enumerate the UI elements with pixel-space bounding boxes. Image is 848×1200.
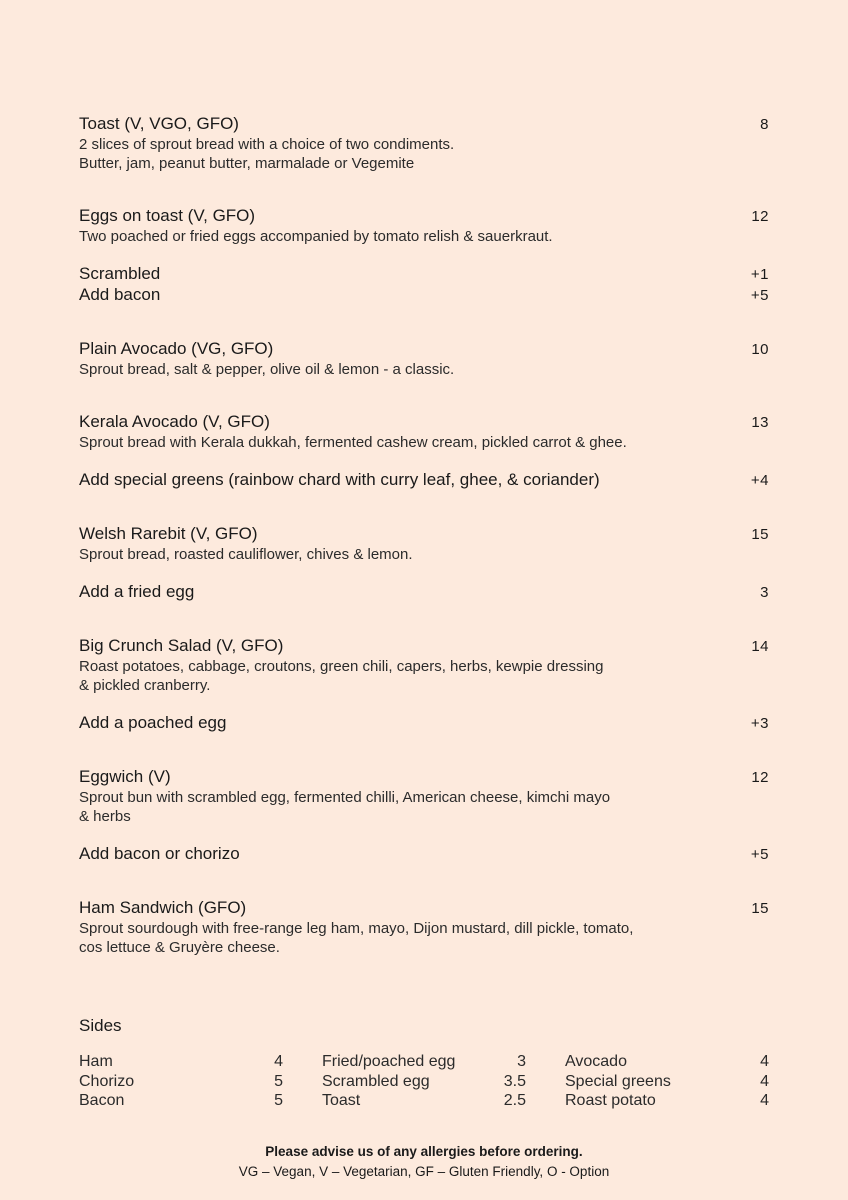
- description-line: Two poached or fried eggs accompanied by tomato relish & sauerkraut.: [79, 228, 553, 245]
- sides-column: [322, 1052, 526, 1111]
- side-item-price: 4: [760, 1072, 769, 1090]
- addon-name: Add bacon or chorizo: [79, 844, 240, 863]
- menu-item-header: [79, 524, 769, 545]
- menu-item: [79, 898, 769, 957]
- description-line: Butter, jam, peanut butter, marmalade or Vegemite: [79, 155, 415, 172]
- menu-item-addons: [79, 264, 769, 306]
- menu-item-name: Ham Sandwich (GFO): [79, 898, 247, 917]
- footer: [0, 1142, 848, 1182]
- side-item: [79, 1091, 283, 1111]
- sides-column: [565, 1052, 769, 1111]
- menu-item-header: [79, 898, 769, 919]
- description-line: & pickled cranberry.: [79, 677, 211, 694]
- side-item-price: 4: [760, 1092, 769, 1109]
- menu-item-description: [79, 135, 719, 173]
- menu-item-description: [79, 227, 719, 246]
- side-item-price: 4: [274, 1053, 283, 1070]
- side-item: [322, 1052, 526, 1072]
- sides-section: [79, 1016, 769, 1111]
- menu-item: [79, 767, 769, 865]
- menu-item-price: 15: [751, 900, 769, 917]
- menu-item-price: 14: [751, 638, 769, 655]
- menu-item-name: Kerala Avocado (V, GFO): [79, 412, 270, 431]
- side-item-price: 3.5: [503, 1072, 526, 1090]
- menu-item-price: 8: [760, 116, 769, 133]
- menu-item-addons: [79, 470, 769, 491]
- menu-item: [79, 412, 769, 491]
- menu-item-name: Big Crunch Salad (V, GFO): [79, 636, 284, 655]
- addon-row: [79, 285, 769, 306]
- menu-item-price: 12: [751, 208, 769, 225]
- menu-item-name: Eggs on toast (V, GFO): [79, 206, 256, 225]
- addon-price: +3: [750, 715, 769, 732]
- menu-item-description: [79, 919, 719, 957]
- side-item-price: 2.5: [503, 1092, 526, 1109]
- side-item: [565, 1091, 769, 1111]
- addon-name: Add a poached egg: [79, 713, 227, 732]
- side-item-name: Bacon: [79, 1092, 125, 1109]
- menu-item: [79, 206, 769, 306]
- menu-item-addons: [79, 713, 769, 734]
- addon-name: Scrambled: [79, 264, 161, 283]
- addon-name: Add a fried egg: [79, 582, 195, 601]
- menu-item-name: Toast (V, VGO, GFO): [79, 114, 239, 133]
- description-line: & herbs: [79, 808, 131, 825]
- side-item-price: 3: [517, 1053, 526, 1070]
- side-item: [322, 1072, 526, 1092]
- addon-row: [79, 844, 769, 865]
- description-line: Sprout sourdough with free-range leg ham, mayo, Dijon mustard, dill pickle, tomato,: [79, 920, 634, 937]
- side-item-price: 4: [760, 1053, 769, 1070]
- description-line: Sprout bread, roasted cauliflower, chives & lemon.: [79, 546, 413, 563]
- sides-grid: [79, 1052, 769, 1111]
- menu-item-price: 15: [751, 526, 769, 543]
- side-item-name: Scrambled egg: [322, 1072, 430, 1090]
- menu-item-name: Plain Avocado (VG, GFO): [79, 339, 274, 358]
- side-item-price: 5: [274, 1072, 283, 1090]
- menu-item-header: [79, 206, 769, 227]
- menu-item: [79, 524, 769, 603]
- menu-item-price: 10: [751, 341, 769, 358]
- menu-item: [79, 114, 769, 173]
- side-item-name: Chorizo: [79, 1072, 135, 1090]
- menu-list: [79, 114, 769, 990]
- addon-row: [79, 582, 769, 603]
- sides-title: Sides: [79, 1016, 122, 1035]
- menu-item-price: 13: [751, 414, 769, 431]
- menu-item-header: [79, 636, 769, 657]
- menu-item-price: 12: [751, 769, 769, 786]
- addon-price: 3: [760, 584, 769, 601]
- side-item: [322, 1091, 526, 1111]
- menu-item-header: [79, 767, 769, 788]
- addon-price: +1: [750, 266, 769, 283]
- menu-item-header: [79, 339, 769, 360]
- side-item: [79, 1072, 283, 1092]
- menu-item-name: Welsh Rarebit (V, GFO): [79, 524, 258, 543]
- side-item-name: Toast: [322, 1092, 361, 1109]
- menu-item-name: Eggwich (V): [79, 767, 171, 786]
- menu-item-description: [79, 433, 719, 452]
- addon-price: +5: [750, 287, 769, 304]
- side-item-name: Roast potato: [565, 1092, 656, 1109]
- side-item: [565, 1072, 769, 1092]
- menu-item-description: [79, 657, 719, 695]
- menu-item-description: [79, 545, 719, 564]
- addon-row: [79, 264, 769, 285]
- menu-item-description: [79, 360, 719, 379]
- description-line: 2 slices of sprout bread with a choice of two condiments.: [79, 136, 455, 153]
- addon-row: [79, 470, 769, 491]
- addon-row: [79, 713, 769, 734]
- menu-item-addons: [79, 844, 769, 865]
- side-item-name: Avocado: [565, 1053, 627, 1070]
- description-line: Sprout bread with Kerala dukkah, fermented cashew cream, pickled carrot & ghee.: [79, 434, 627, 451]
- dietary-legend: VG – Vegan, V – Vegetarian, GF – Gluten Friendly, O - Option: [238, 1164, 610, 1179]
- addon-name: Add special greens (rainbow chard with curry leaf, ghee, & coriander): [79, 470, 600, 489]
- description-line: cos lettuce & Gruyère cheese.: [79, 939, 280, 956]
- addon-price: +5: [750, 846, 769, 863]
- side-item: [79, 1052, 283, 1072]
- menu-item-header: [79, 114, 769, 135]
- menu-item: [79, 636, 769, 734]
- description-line: Sprout bread, salt & pepper, olive oil & lemon - a classic.: [79, 361, 455, 378]
- side-item-name: Ham: [79, 1053, 113, 1070]
- side-item-name: Special greens: [565, 1072, 671, 1090]
- addon-price: +4: [750, 472, 769, 489]
- description-line: Roast potatoes, cabbage, croutons, green chili, capers, herbs, kewpie dressing: [79, 658, 604, 675]
- menu-item-description: [79, 788, 719, 826]
- menu-item-header: [79, 412, 769, 433]
- description-line: Sprout bun with scrambled egg, fermented chilli, American cheese, kimchi mayo: [79, 789, 611, 806]
- sides-column: [79, 1052, 283, 1111]
- menu-item: [79, 339, 769, 379]
- menu-item-addons: [79, 582, 769, 603]
- addon-name: Add bacon: [79, 285, 161, 304]
- side-item-price: 5: [274, 1092, 283, 1109]
- allergy-notice: Please advise us of any allergies before ordering.: [265, 1144, 583, 1159]
- side-item-name: Fried/poached egg: [322, 1053, 456, 1070]
- side-item: [565, 1052, 769, 1072]
